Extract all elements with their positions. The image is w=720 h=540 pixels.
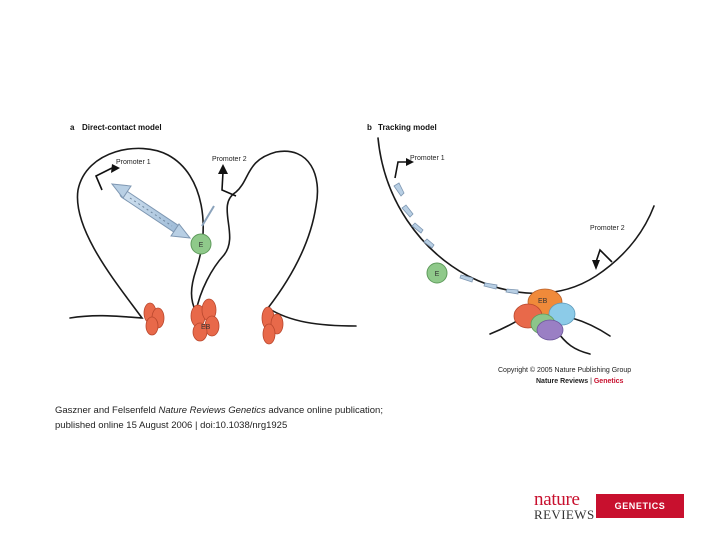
- figure-caption: [55, 403, 535, 433]
- caption-authors: Gaszner and Felsenfeld: [55, 405, 159, 416]
- promoter-1b-label: Promoter 1: [410, 155, 445, 162]
- panel-a-chromatin: [70, 148, 356, 326]
- promoter-1b-arrow: [395, 162, 406, 178]
- copyright-line-2: [536, 378, 624, 385]
- enhancer-a-label: E: [198, 242, 204, 249]
- caption-journal: Nature Reviews Genetics: [158, 405, 266, 416]
- panel-b-letter: b: [367, 123, 372, 132]
- insulator-eb-a: [191, 299, 219, 341]
- promoter-2-arrowhead: [218, 164, 228, 174]
- promoter-2b-arrowhead: [592, 260, 600, 270]
- panel-a-title: Direct-contact model: [82, 123, 162, 132]
- contact-arrow: [112, 184, 190, 238]
- caption-line-1: [55, 403, 535, 418]
- nature-reviews-genetics-logo: [534, 489, 684, 522]
- logo-word-nature: nature: [534, 489, 580, 510]
- caption-rest: advance online publication;: [265, 405, 383, 416]
- eb-complex: [514, 289, 575, 340]
- panel-a: [70, 123, 356, 344]
- enhancer-b-label: E: [434, 271, 440, 278]
- panel-a-letter: a: [70, 123, 75, 132]
- eb-b-label: EB: [538, 298, 548, 305]
- logo-word-reviews: REVIEWS: [534, 507, 595, 522]
- promoter-1-label: Promoter 1: [116, 159, 151, 166]
- promoter-1-arrow: [96, 168, 112, 190]
- insulator-left: [144, 303, 164, 335]
- panel-b-title: Tracking model: [378, 123, 437, 132]
- eb-a-label: EB: [201, 324, 211, 331]
- tracking-arrows: [394, 183, 518, 294]
- logo-genetics-box: GENETICS: [596, 494, 684, 518]
- panel-b-tail-3: [572, 318, 610, 336]
- copyright-genetics: Genetics: [593, 378, 624, 385]
- panel-b: [367, 123, 654, 385]
- promoter-2b-label: Promoter 2: [590, 225, 625, 232]
- promoter-2-label: Promoter 2: [212, 156, 247, 163]
- caption-line-2: published online 15 August 2006 | doi:10.1038/nrg1925: [55, 420, 288, 431]
- copyright-journal: Nature Reviews: [536, 378, 589, 385]
- copyright-line-1: Copyright © 2005 Nature Publishing Group: [498, 367, 632, 374]
- promoter-2-arrow: [222, 172, 236, 196]
- copyright-separator: |: [588, 378, 594, 385]
- insulator-right: [262, 307, 283, 344]
- e-to-promoter2-arrow: [202, 206, 214, 226]
